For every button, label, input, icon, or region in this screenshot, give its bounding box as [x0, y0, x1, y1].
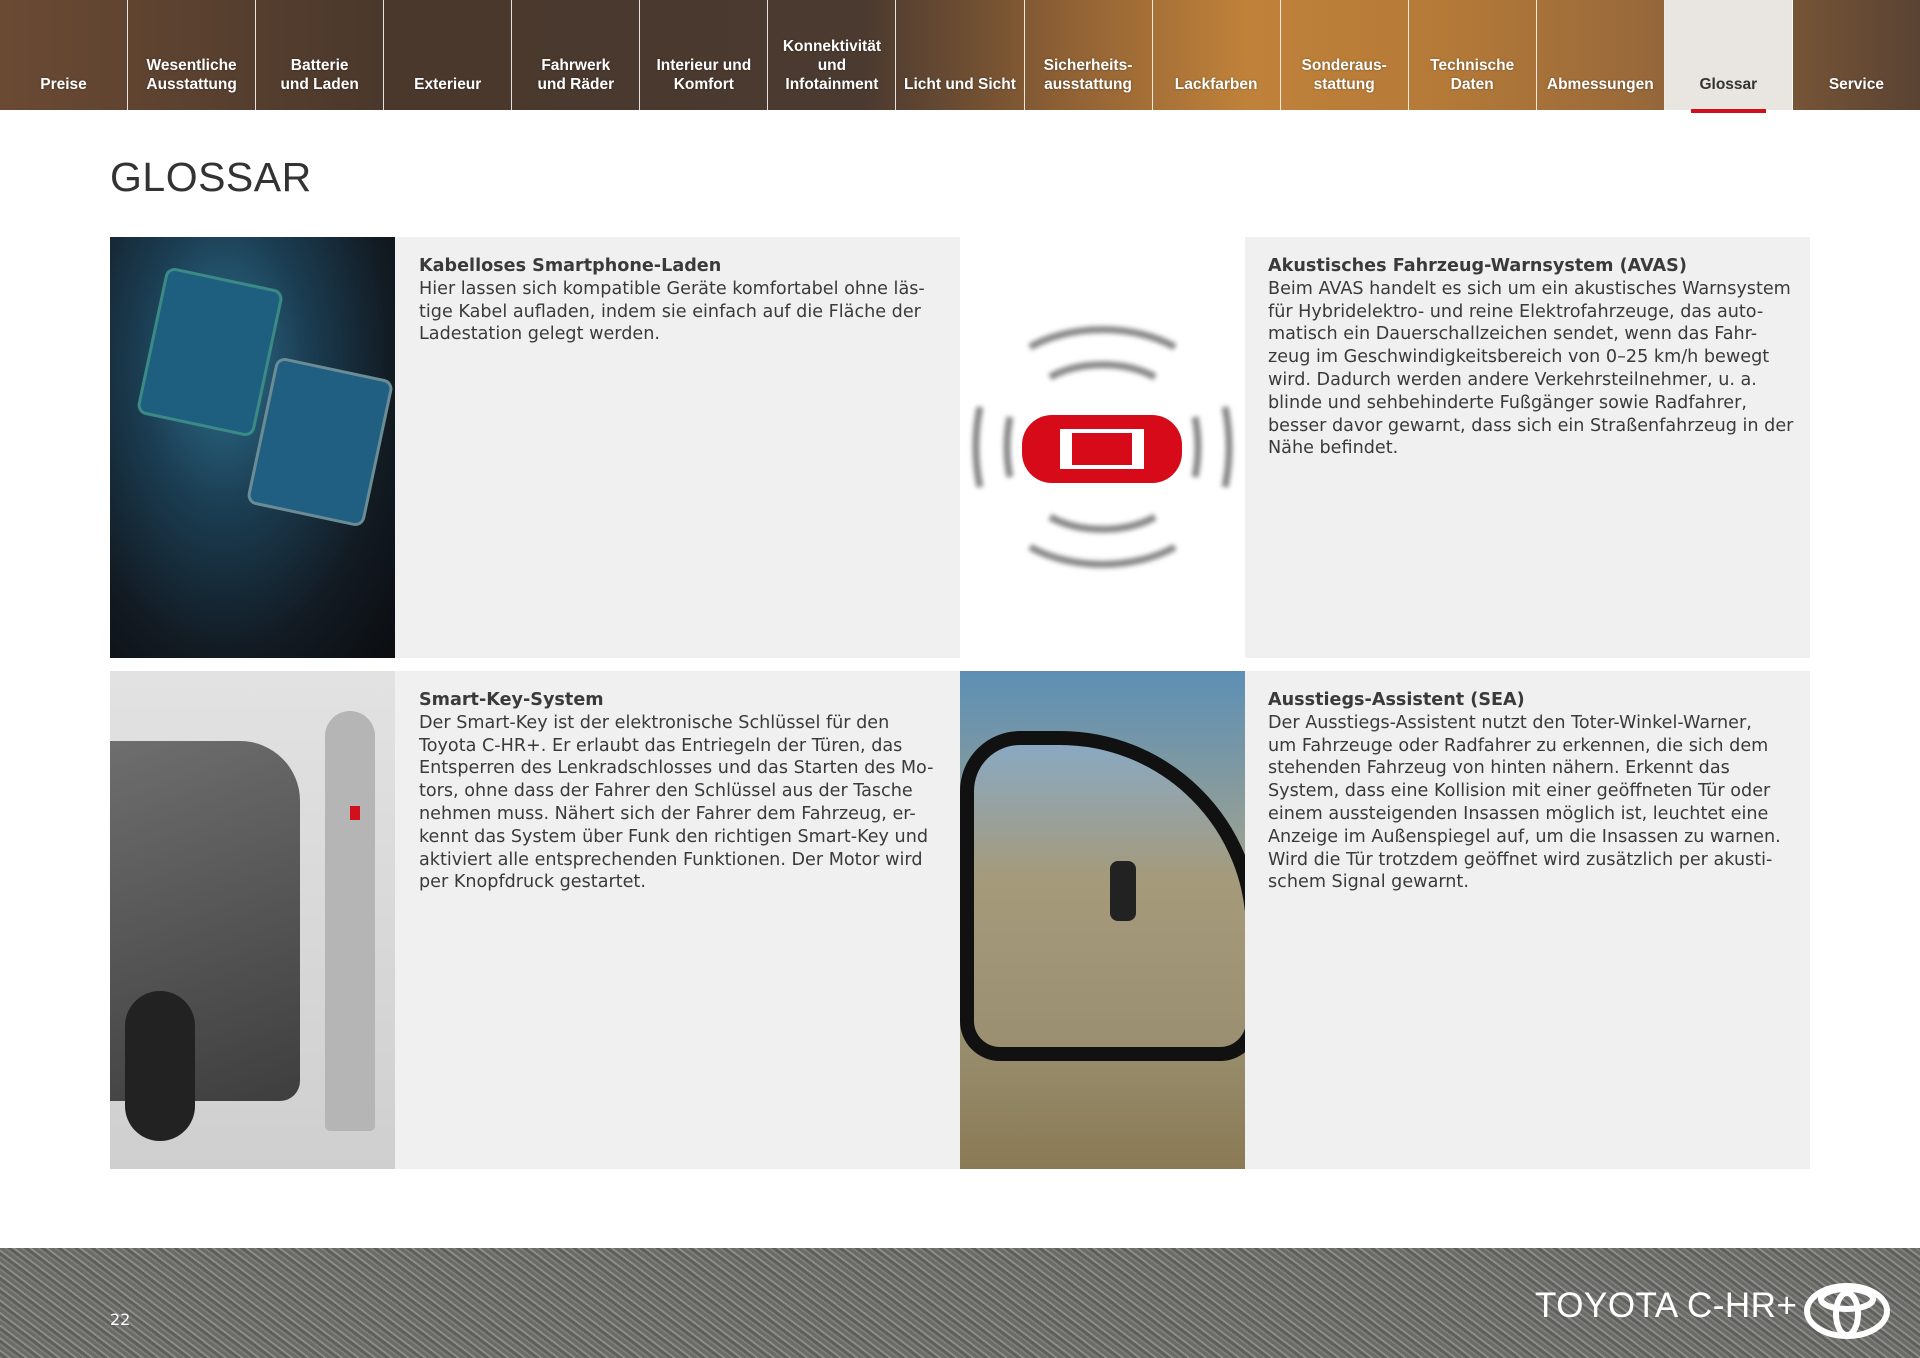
car-sound-waves-icon [960, 237, 1245, 658]
nav-tab-wesentliche-ausstattung[interactable]: Wesentliche Ausstattung [128, 0, 256, 110]
card-title: Smart-Key-System [419, 690, 604, 710]
card-text-line: stehenden Fahrzeug von hinten nähern. Erkennt das [1268, 758, 1730, 779]
card-text-line: zeug im Geschwindigkeitsbereich von 0–25 km/h bewegt [1268, 347, 1770, 368]
card-text-line: aktiviert alle entsprechenden Funktionen. Der Motor wird [419, 849, 923, 870]
nav-tab-sicherheits--ausstattung[interactable]: Sicherheits- ausstattung [1025, 0, 1153, 110]
card-text-line: Hier lassen sich kompatible Geräte komfortabel ohne läs- [419, 278, 925, 299]
smart-key-image [110, 671, 395, 1169]
nav-tab-preise[interactable]: Preise [0, 0, 128, 110]
card-text-line: besser davor gewarnt, dass sich ein Straßenfahrzeug in der [1268, 415, 1794, 436]
glossary-card-avas [960, 237, 1810, 658]
card-text-line: System, dass eine Kollision mit einer geöffneten Tür oder [1268, 781, 1771, 802]
glossary-card-exit-assist [960, 671, 1810, 1169]
footer [0, 1248, 1920, 1358]
page-title: GLOSSAR [110, 154, 312, 200]
card-text-line: Anzeige im Außenspiegel auf, um die Insassen zu warnen. [1268, 826, 1781, 847]
card-text-line: schem Signal gewarnt. [1268, 872, 1469, 893]
card-text-line: Beim AVAS handelt es sich um ein akustisches Warnsystem [1268, 278, 1791, 299]
card-title: Ausstiegs-Assistent (SEA) [1268, 690, 1525, 710]
nav-tab-lackfarben[interactable]: Lackfarben [1153, 0, 1281, 110]
card-text-line: Der Smart-Key ist der elektronische Schlüssel für den [419, 712, 890, 733]
card-text-line: Wird die Tür trotzdem geöffnet wird zusätzlich per akusti- [1268, 849, 1773, 870]
card-text [419, 689, 934, 894]
nav-tab-exterieur[interactable]: Exterieur [384, 0, 512, 110]
card-text-line: für Hybridelektro- und reine Elektrofahrzeuge, das auto- [1268, 301, 1764, 322]
card-text-line: Entsperren des Lenkradschlosses und das Starten des Mo- [419, 758, 934, 779]
card-text [419, 255, 925, 346]
nav-tab-batterie-undladen[interactable]: Batterie und Laden [256, 0, 384, 110]
card-title: Akustisches Fahrzeug-Warnsystem (AVAS) [1268, 256, 1687, 276]
brand-name: TOYOTA C-HR+ [1535, 1286, 1798, 1325]
card-text-line: um Fahrzeuge oder Radfahrer zu erkennen, die sich dem [1268, 735, 1769, 756]
nav-tab-fahrwerk-undräder[interactable]: Fahrwerk und Räder [512, 0, 640, 110]
page-number: 22 [110, 1310, 131, 1329]
glossary-card-wireless-charging [110, 237, 960, 658]
nav-tab-interieurund-komfort[interactable]: Interieur und Komfort [640, 0, 768, 110]
card-text-line: kennt das System über Funk den richtigen Smart-Key und [419, 826, 929, 847]
card-text-line: nehmen muss. Nähert sich der Fahrer dem Fahrzeug, er- [419, 803, 916, 824]
card-text-line: Der Ausstiegs-Assistent nutzt den Toter-Winkel-Warner, [1268, 712, 1752, 733]
card-text [1268, 255, 1793, 460]
avas-image [960, 237, 1245, 658]
nav-tab-technische-daten[interactable]: Technische Daten [1409, 0, 1537, 110]
card-title: Kabelloses Smartphone-Laden [419, 256, 722, 276]
toyota-logo-icon [1803, 1282, 1891, 1340]
card-text-line: Toyota C-HR+. Er erlaubt das Entriegeln der Türen, das [419, 735, 903, 756]
card-text-line: Nähe befindet. [1268, 438, 1399, 459]
card-text-line: matisch ein Dauerschallzeichen sendet, wenn das Fahr- [1268, 324, 1758, 345]
card-text-line: wird. Dadurch werden andere Verkehrsteilnehmer, u. a. [1268, 369, 1757, 390]
exit-assist-image [960, 671, 1245, 1169]
wireless-charging-image [110, 237, 395, 658]
card-text-line: per Knopfdruck gestartet. [419, 872, 646, 893]
card-text-line: tors, ohne dass der Fahrer den Schlüssel aus der Tasche [419, 781, 913, 802]
section-nav [0, 0, 1920, 110]
card-text-line: tige Kabel aufladen, indem sie einfach auf die Fläche der [419, 301, 921, 322]
nav-tab-lichtundsicht[interactable]: Licht und Sicht [896, 0, 1024, 110]
card-text [1268, 689, 1781, 894]
nav-tab-glossar[interactable]: Glossar [1665, 0, 1793, 110]
glossary-card-smart-key [110, 671, 960, 1169]
card-text-line: Ladestation gelegt werden. [419, 324, 660, 345]
nav-tab-abmessungen[interactable]: Abmessungen [1537, 0, 1665, 110]
card-text-line: einem aussteigenden Insassen möglich ist, leuchtet eine [1268, 803, 1769, 824]
nav-tab-service[interactable]: Service [1828, 76, 1884, 93]
nav-tab-sonderaus--stattung[interactable]: Sonderaus- stattung [1281, 0, 1409, 110]
card-text-line: blinde und sehbehinderte Fußgänger sowie Radfahrer, [1268, 392, 1747, 413]
nav-tab-konnektivität-und-infotainment[interactable]: Konnektivität und Infotainment [768, 0, 896, 110]
